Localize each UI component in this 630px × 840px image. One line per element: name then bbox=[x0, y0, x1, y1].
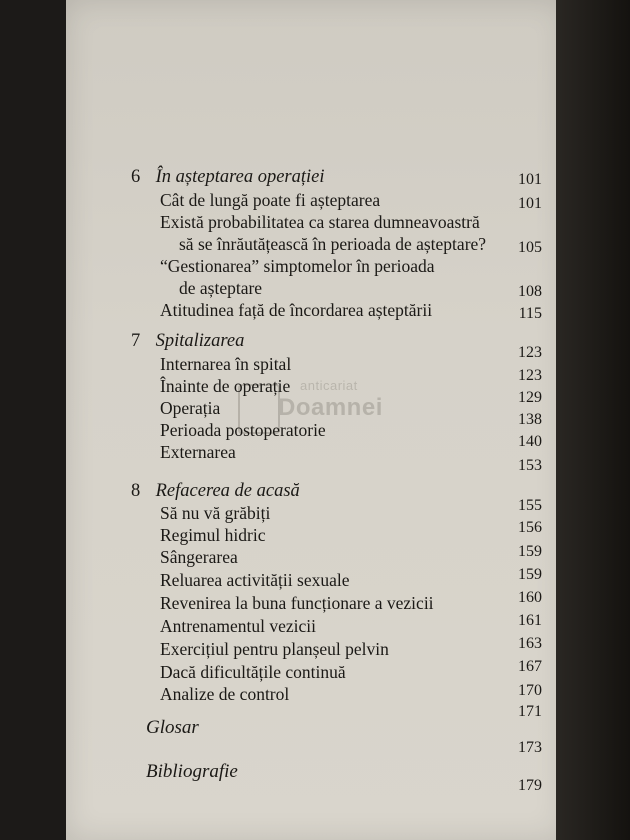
toc-entry-page: 159 bbox=[518, 543, 542, 560]
toc-entry-page: 161 bbox=[518, 612, 542, 629]
toc-entry: Dacă dificultățile continuă bbox=[160, 662, 346, 682]
chapter-heading bbox=[131, 482, 300, 501]
chapter-heading bbox=[131, 332, 244, 351]
toc-entry-page: 115 bbox=[518, 305, 542, 322]
toc-entry: Operația bbox=[160, 398, 221, 418]
chapter-number: 8 bbox=[131, 481, 141, 501]
toc-entry: Să nu vă grăbiți bbox=[160, 503, 271, 523]
toc-entry-page: 138 bbox=[518, 411, 542, 428]
toc-entry: Exercițiul pentru planșeul pelvin bbox=[160, 639, 389, 659]
chapter-page: 155 bbox=[518, 497, 542, 514]
toc-entry-page: 129 bbox=[518, 389, 542, 406]
watermark-big-text: Doamnei bbox=[278, 394, 383, 421]
chapter-page: 123 bbox=[518, 344, 542, 361]
back-matter-page: 179 bbox=[518, 777, 542, 794]
toc-entry-page: 159 bbox=[518, 566, 542, 583]
toc-entry-page: 170 bbox=[518, 682, 542, 699]
toc-entry-page: 163 bbox=[518, 635, 542, 652]
toc-entry: Revenirea la buna funcționare a vezicii bbox=[160, 593, 434, 613]
toc-entry: de așteptare bbox=[179, 278, 263, 298]
chapter-heading bbox=[131, 168, 325, 187]
chapter-number: 6 bbox=[131, 167, 141, 187]
toc-entry: Atitudinea față de încordarea așteptării bbox=[160, 300, 433, 320]
watermark-small-text: anticariat bbox=[300, 378, 358, 393]
chapter-title: În așteptarea operației bbox=[155, 167, 325, 187]
toc-entry: Analize de control bbox=[160, 684, 290, 704]
back-matter-title: Glosar bbox=[146, 717, 199, 738]
toc-entry: Există probabilitatea ca starea dumneavoastră bbox=[160, 212, 480, 232]
chapter-number: 7 bbox=[131, 331, 141, 351]
toc-entry: Externarea bbox=[160, 442, 236, 462]
toc-entry: Cât de lungă poate fi așteptarea bbox=[160, 190, 381, 210]
toc-entry: să se înrăutățească în perioada de așteptare? bbox=[179, 234, 487, 254]
toc-entry-page: 153 bbox=[518, 457, 542, 474]
toc-entry: Regimul hidric bbox=[160, 525, 266, 545]
toc-entry: Internarea în spital bbox=[160, 354, 292, 374]
toc-entry-page: 123 bbox=[518, 367, 542, 384]
chapter-page: 101 bbox=[518, 171, 542, 188]
toc-entry-page: 171 bbox=[518, 703, 542, 720]
toc-entry-page: 105 bbox=[518, 239, 542, 256]
toc-entry-page: 160 bbox=[518, 589, 542, 606]
toc-entry: Înainte de operație bbox=[160, 376, 291, 396]
toc-entry: Reluarea activității sexuale bbox=[160, 570, 350, 590]
toc-entry-page: 167 bbox=[518, 658, 542, 675]
toc-entry: “Gestionarea” simptomelor în perioada bbox=[160, 256, 435, 276]
chapter-title: Spitalizarea bbox=[155, 331, 245, 351]
chapter-title: Refacerea de acasă bbox=[155, 481, 300, 501]
back-matter-title: Bibliografie bbox=[146, 761, 238, 782]
toc-entry: Perioada postoperatorie bbox=[160, 420, 326, 440]
toc-entry: Antrenamentul vezicii bbox=[160, 616, 316, 636]
toc-entry-page: 108 bbox=[518, 283, 542, 300]
back-matter-page: 173 bbox=[518, 739, 542, 756]
toc-entry: Sângerarea bbox=[160, 547, 238, 567]
toc-entry-page: 101 bbox=[518, 195, 542, 212]
toc-entry-page: 140 bbox=[518, 433, 542, 450]
toc-entry-page: 156 bbox=[518, 519, 542, 536]
